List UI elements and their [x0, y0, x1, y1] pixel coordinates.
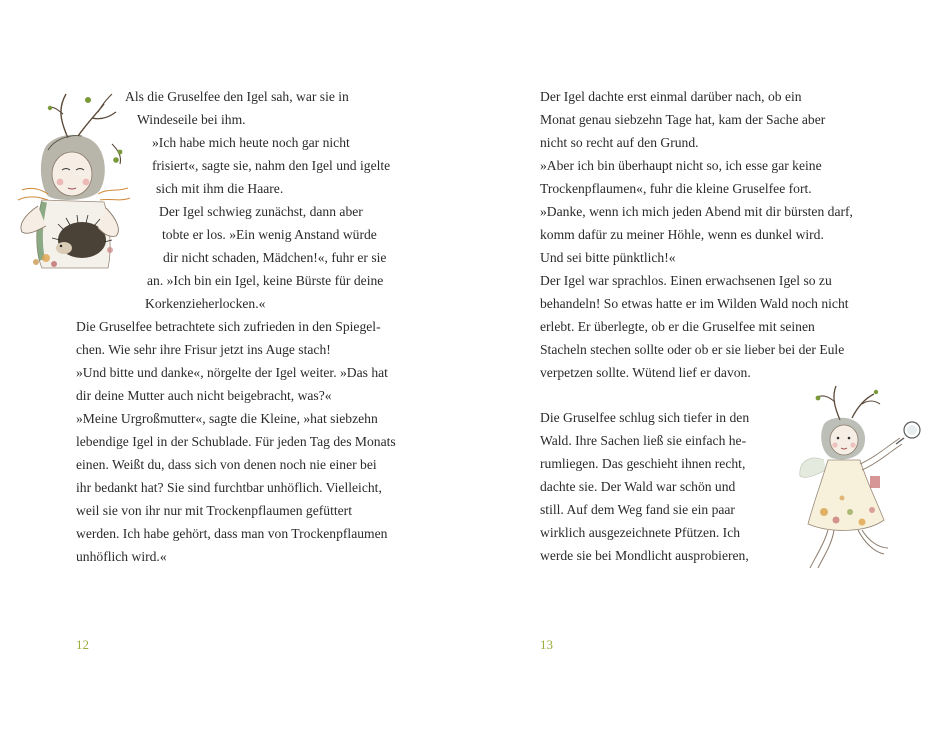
text-line: Die Gruselfee schlug sich tiefer in den	[540, 410, 750, 425]
text-line: einen. Weißt du, dass sich von denen noch nie einer bei	[76, 457, 377, 472]
text-line: Und sei bitte pünktlich!«	[540, 250, 676, 265]
right-page	[468, 0, 936, 748]
fairy-walking-illustration	[788, 384, 932, 574]
text-line: dir deine Mutter auch nicht beigebracht, was?«	[76, 388, 332, 403]
text-line: erlebt. Er überlegte, ob er die Gruselfee mit seinen	[540, 319, 815, 334]
text-line: Windeseile bei ihm.	[137, 112, 246, 127]
text-line: behandeln! So etwas hatte er im Wilden Wald noch nicht	[540, 296, 849, 311]
text-line: komm dafür zu meiner Höhle, wenn es dunkel wird.	[540, 227, 824, 242]
text-line: werde sie bei Mondlicht ausprobieren,	[540, 548, 749, 563]
text-line: rumliegen. Das geschieht ihnen recht,	[540, 456, 746, 471]
text-line: Der Igel schwieg zunächst, dann aber	[159, 204, 363, 219]
text-line: chen. Wie sehr ihre Frisur jetzt ins Auge stach!	[76, 342, 331, 357]
text-line: lebendige Igel in der Schublade. Für jeden Tag des Monats	[76, 434, 396, 449]
text-line: wirklich ausgezeichnete Pfützen. Ich	[540, 525, 741, 540]
text-line: »Aber ich bin überhaupt nicht so, ich esse gar keine	[540, 158, 822, 173]
text-line: sich mit ihm die Haare.	[156, 181, 284, 196]
text-line: Die Gruselfee betrachtete sich zufrieden in den Spiegel-	[76, 319, 381, 334]
text-line: unhöflich wird.«	[76, 549, 167, 564]
text-line: Monat genau siebzehn Tage hat, kam der Sache aber	[540, 112, 826, 127]
text-line: an. »Ich bin ein Igel, keine Bürste für deine	[147, 273, 384, 288]
text-line: Wald. Ihre Sachen ließ sie einfach he-	[540, 433, 747, 448]
fairy-with-hedgehog-illustration	[8, 90, 132, 275]
text-line: dir nicht schaden, Mädchen!«, fuhr er sie	[163, 250, 387, 265]
text-line: Der Igel war sprachlos. Einen erwachsenen Igel so zu	[540, 273, 832, 288]
page-number: 12	[76, 637, 89, 652]
page-number: 13	[540, 637, 553, 652]
text-line: Stacheln stechen sollte oder ob er sie lieber bei der Eule	[540, 342, 845, 357]
text-line: Der Igel dachte erst einmal darüber nach, ob ein	[540, 89, 802, 104]
text-line: still. Auf dem Weg fand sie ein paar	[540, 502, 735, 517]
text-line: »Danke, wenn ich mich jeden Abend mit dir bürsten darf,	[540, 204, 853, 219]
text-line: Als die Gruselfee den Igel sah, war sie in	[125, 89, 349, 104]
text-line: Trockenpflaumen«, fuhr die kleine Gruselfee fort.	[540, 181, 812, 196]
text-line: nicht so recht auf den Grund.	[540, 135, 699, 150]
text-line: »Meine Urgroßmutter«, sagte die Kleine, »hat siebzehn	[76, 411, 378, 426]
text-line: dachte sie. Der Wald war schön und	[540, 479, 736, 494]
text-line: Korkenzieherlocken.«	[145, 296, 266, 311]
text-line: werden. Ich habe gehört, dass man von Trockenpflaumen	[76, 526, 388, 541]
text-line: ihr bedankt hat? Sie sind furchtbar unhöflich. Vielleicht,	[76, 480, 382, 495]
text-line: »Ich habe mich heute noch gar nicht	[152, 135, 350, 150]
text-line: tobte er los. »Ein wenig Anstand würde	[162, 227, 377, 242]
text-line: frisiert«, sagte sie, nahm den Igel und igelte	[152, 158, 391, 173]
text-line: weil sie von ihr nur mit Trockenpflaumen gefüttert	[76, 503, 352, 518]
text-line: verpetzen sollte. Wütend lief er davon.	[540, 365, 751, 380]
text-line: »Und bitte und danke«, nörgelte der Igel weiter. »Das hat	[76, 365, 388, 380]
